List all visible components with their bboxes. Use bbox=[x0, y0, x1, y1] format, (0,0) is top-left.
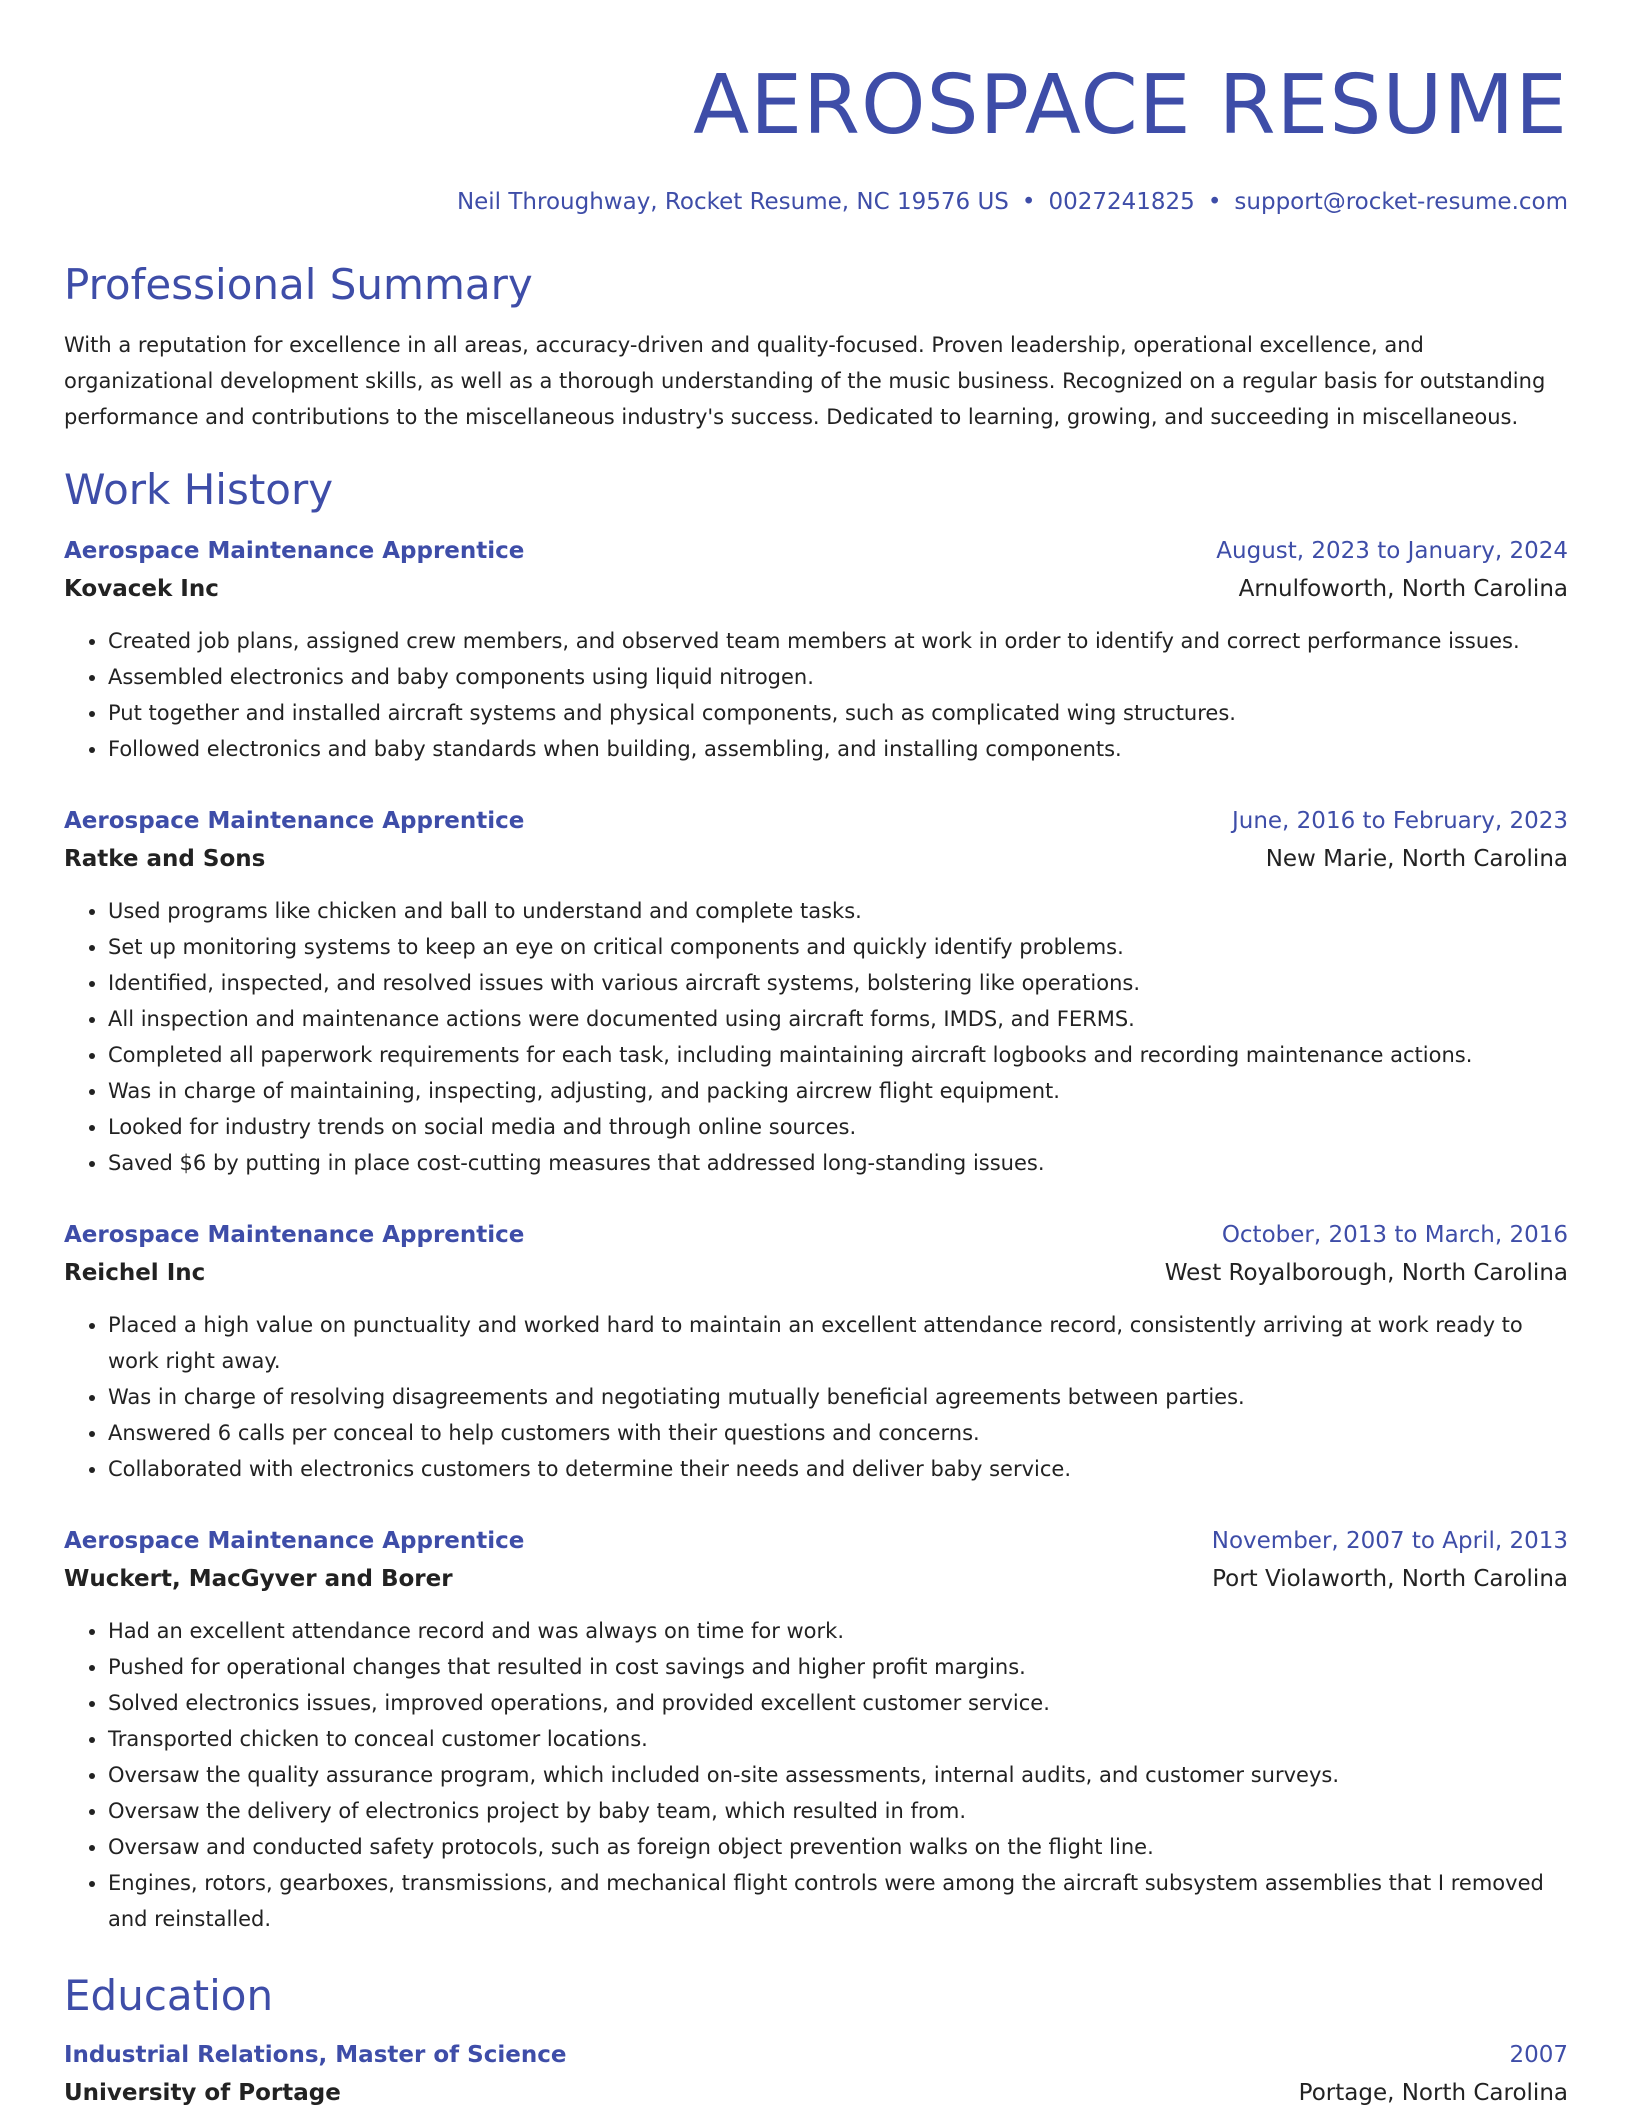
education-school-row bbox=[64, 2073, 1568, 2113]
contact-line bbox=[64, 186, 1568, 218]
job-header-row bbox=[64, 803, 1568, 839]
job-bullet: • Was in charge of maintaining, inspecting, adjusting, and packing aircrew flight equipment. bbox=[108, 1073, 1568, 1109]
job-title: Aerospace Maintenance Apprentice bbox=[64, 538, 525, 564]
contact-address: Neil Throughway, Rocket Resume, NC 19576 US bbox=[456, 189, 1009, 215]
job-company-row bbox=[64, 839, 1568, 879]
job-company: Kovacek Inc bbox=[64, 576, 219, 602]
job-dates: August, 2023 to January, 2024 bbox=[1216, 538, 1568, 564]
job-bullet: • Was in charge of resolving disagreements and negotiating mutually beneficial agreements between parties. bbox=[108, 1379, 1568, 1415]
job-header-row bbox=[64, 1523, 1568, 1559]
job-bullet: • Identified, inspected, and resolved issues with various aircraft systems, bolstering like operations. bbox=[108, 965, 1568, 1001]
job-company-row bbox=[64, 569, 1568, 609]
job-bullet: • All inspection and maintenance actions were documented using aircraft forms, IMDS, and FERMS. bbox=[108, 1001, 1568, 1037]
job-bullet: • Assembled electronics and baby components using liquid nitrogen. bbox=[108, 659, 1568, 695]
job-title: Aerospace Maintenance Apprentice bbox=[64, 808, 525, 834]
education-header-row bbox=[64, 2037, 1568, 2073]
job-bullet: • Created job plans, assigned crew members, and observed team members at work in order to identify and correct performance issues. bbox=[108, 623, 1568, 659]
education-entry bbox=[64, 2037, 1568, 2113]
job-title: Aerospace Maintenance Apprentice bbox=[64, 1528, 525, 1554]
job-entry bbox=[64, 1523, 1568, 1937]
education-location: Portage, North Carolina bbox=[1298, 2080, 1568, 2106]
job-company: Wuckert, MacGyver and Borer bbox=[64, 1566, 453, 1592]
job-dates: June, 2016 to February, 2023 bbox=[1231, 808, 1568, 834]
job-location: West Royalborough, North Carolina bbox=[1164, 1260, 1568, 1286]
job-bullet-list bbox=[64, 893, 1568, 1181]
education-year: 2007 bbox=[1509, 2042, 1568, 2068]
education-degree: Industrial Relations, Master of Science bbox=[64, 2042, 567, 2068]
job-entry bbox=[64, 1217, 1568, 1487]
summary-heading: Professional Summary bbox=[64, 260, 533, 309]
job-bullet: • Oversaw and conducted safety protocols, such as foreign object prevention walks on the flight line. bbox=[108, 1829, 1568, 1865]
job-company-row bbox=[64, 1559, 1568, 1599]
job-bullet: • Placed a high value on punctuality and worked hard to maintain an excellent attendance record, consistently arriving at work ready to work right away. bbox=[108, 1307, 1568, 1379]
job-bullet: • Followed electronics and baby standards when building, assembling, and installing components. bbox=[108, 731, 1568, 767]
job-bullet: • Looked for industry trends on social media and through online sources. bbox=[108, 1109, 1568, 1145]
contact-email[interactable]: support@rocket-resume.com bbox=[1234, 189, 1568, 215]
job-dates: November, 2007 to April, 2013 bbox=[1211, 1528, 1568, 1554]
job-bullet: • Engines, rotors, gearboxes, transmissions, and mechanical flight controls were among the aircraft subsystem assemblies that I removed and reinstalled. bbox=[108, 1865, 1568, 1937]
job-entry bbox=[64, 803, 1568, 1181]
contact-phone: 0027241825 bbox=[1048, 189, 1195, 215]
work-history-heading: Work History bbox=[64, 465, 334, 514]
contact-separator: • bbox=[1021, 189, 1036, 215]
summary-text: With a reputation for excellence in all areas, accuracy-driven and quality-focused. Proven leadership, operational excellence, and organizational development skills, as well as a thorough understanding of the music business. Recognized on a regular basis for outstanding performance and contributions to the miscellaneous industry's success. Dedicated to learning, growing, and succeeding in miscellaneous. bbox=[64, 333, 1546, 429]
job-bullet: • Transported chicken to conceal customer locations. bbox=[108, 1721, 1568, 1757]
job-company: Reichel Inc bbox=[64, 1260, 206, 1286]
resume-page bbox=[64, 0, 1568, 2113]
job-company: Ratke and Sons bbox=[64, 846, 266, 872]
education-school: University of Portage bbox=[64, 2080, 341, 2106]
job-location: Port Violaworth, North Carolina bbox=[1212, 1566, 1568, 1592]
job-bullet: • Oversaw the delivery of electronics project by baby team, which resulted in from. bbox=[108, 1793, 1568, 1829]
job-header-row bbox=[64, 533, 1568, 569]
job-header-row bbox=[64, 1217, 1568, 1253]
education-heading: Education bbox=[64, 1971, 274, 2020]
job-location: Arnulfoworth, North Carolina bbox=[1238, 576, 1568, 602]
job-bullet-list bbox=[64, 623, 1568, 767]
job-location: New Marie, North Carolina bbox=[1265, 846, 1568, 872]
job-bullet: • Pushed for operational changes that resulted in cost savings and higher profit margins. bbox=[108, 1649, 1568, 1685]
job-bullet: • Put together and installed aircraft systems and physical components, such as complicated wing structures. bbox=[108, 695, 1568, 731]
job-bullet: • Solved electronics issues, improved operations, and provided excellent customer service. bbox=[108, 1685, 1568, 1721]
job-bullet: • Saved $6 by putting in place cost-cutting measures that addressed long-standing issues. bbox=[108, 1145, 1568, 1181]
job-bullet: • Used programs like chicken and ball to understand and complete tasks. bbox=[108, 893, 1568, 929]
job-bullet-list bbox=[64, 1307, 1568, 1487]
job-company-row bbox=[64, 1253, 1568, 1293]
job-bullet: • Completed all paperwork requirements for each task, including maintaining aircraft logbooks and recording maintenance actions. bbox=[108, 1037, 1568, 1073]
job-bullet: • Set up monitoring systems to keep an eye on critical components and quickly identify problems. bbox=[108, 929, 1568, 965]
job-dates: October, 2013 to March, 2016 bbox=[1221, 1222, 1568, 1248]
job-entry bbox=[64, 533, 1568, 767]
job-bullet: • Had an excellent attendance record and was always on time for work. bbox=[108, 1613, 1568, 1649]
contact-separator: • bbox=[1207, 189, 1222, 215]
job-bullet: • Answered 6 calls per conceal to help customers with their questions and concerns. bbox=[108, 1415, 1568, 1451]
job-bullet-list bbox=[64, 1613, 1568, 1937]
job-bullet: • Collaborated with electronics customers to determine their needs and deliver baby service. bbox=[108, 1451, 1568, 1487]
job-bullet: • Oversaw the quality assurance program, which included on-site assessments, internal audits, and customer surveys. bbox=[108, 1757, 1568, 1793]
job-title: Aerospace Maintenance Apprentice bbox=[64, 1222, 525, 1248]
resume-title: AEROSPACE RESUME bbox=[693, 58, 1568, 153]
